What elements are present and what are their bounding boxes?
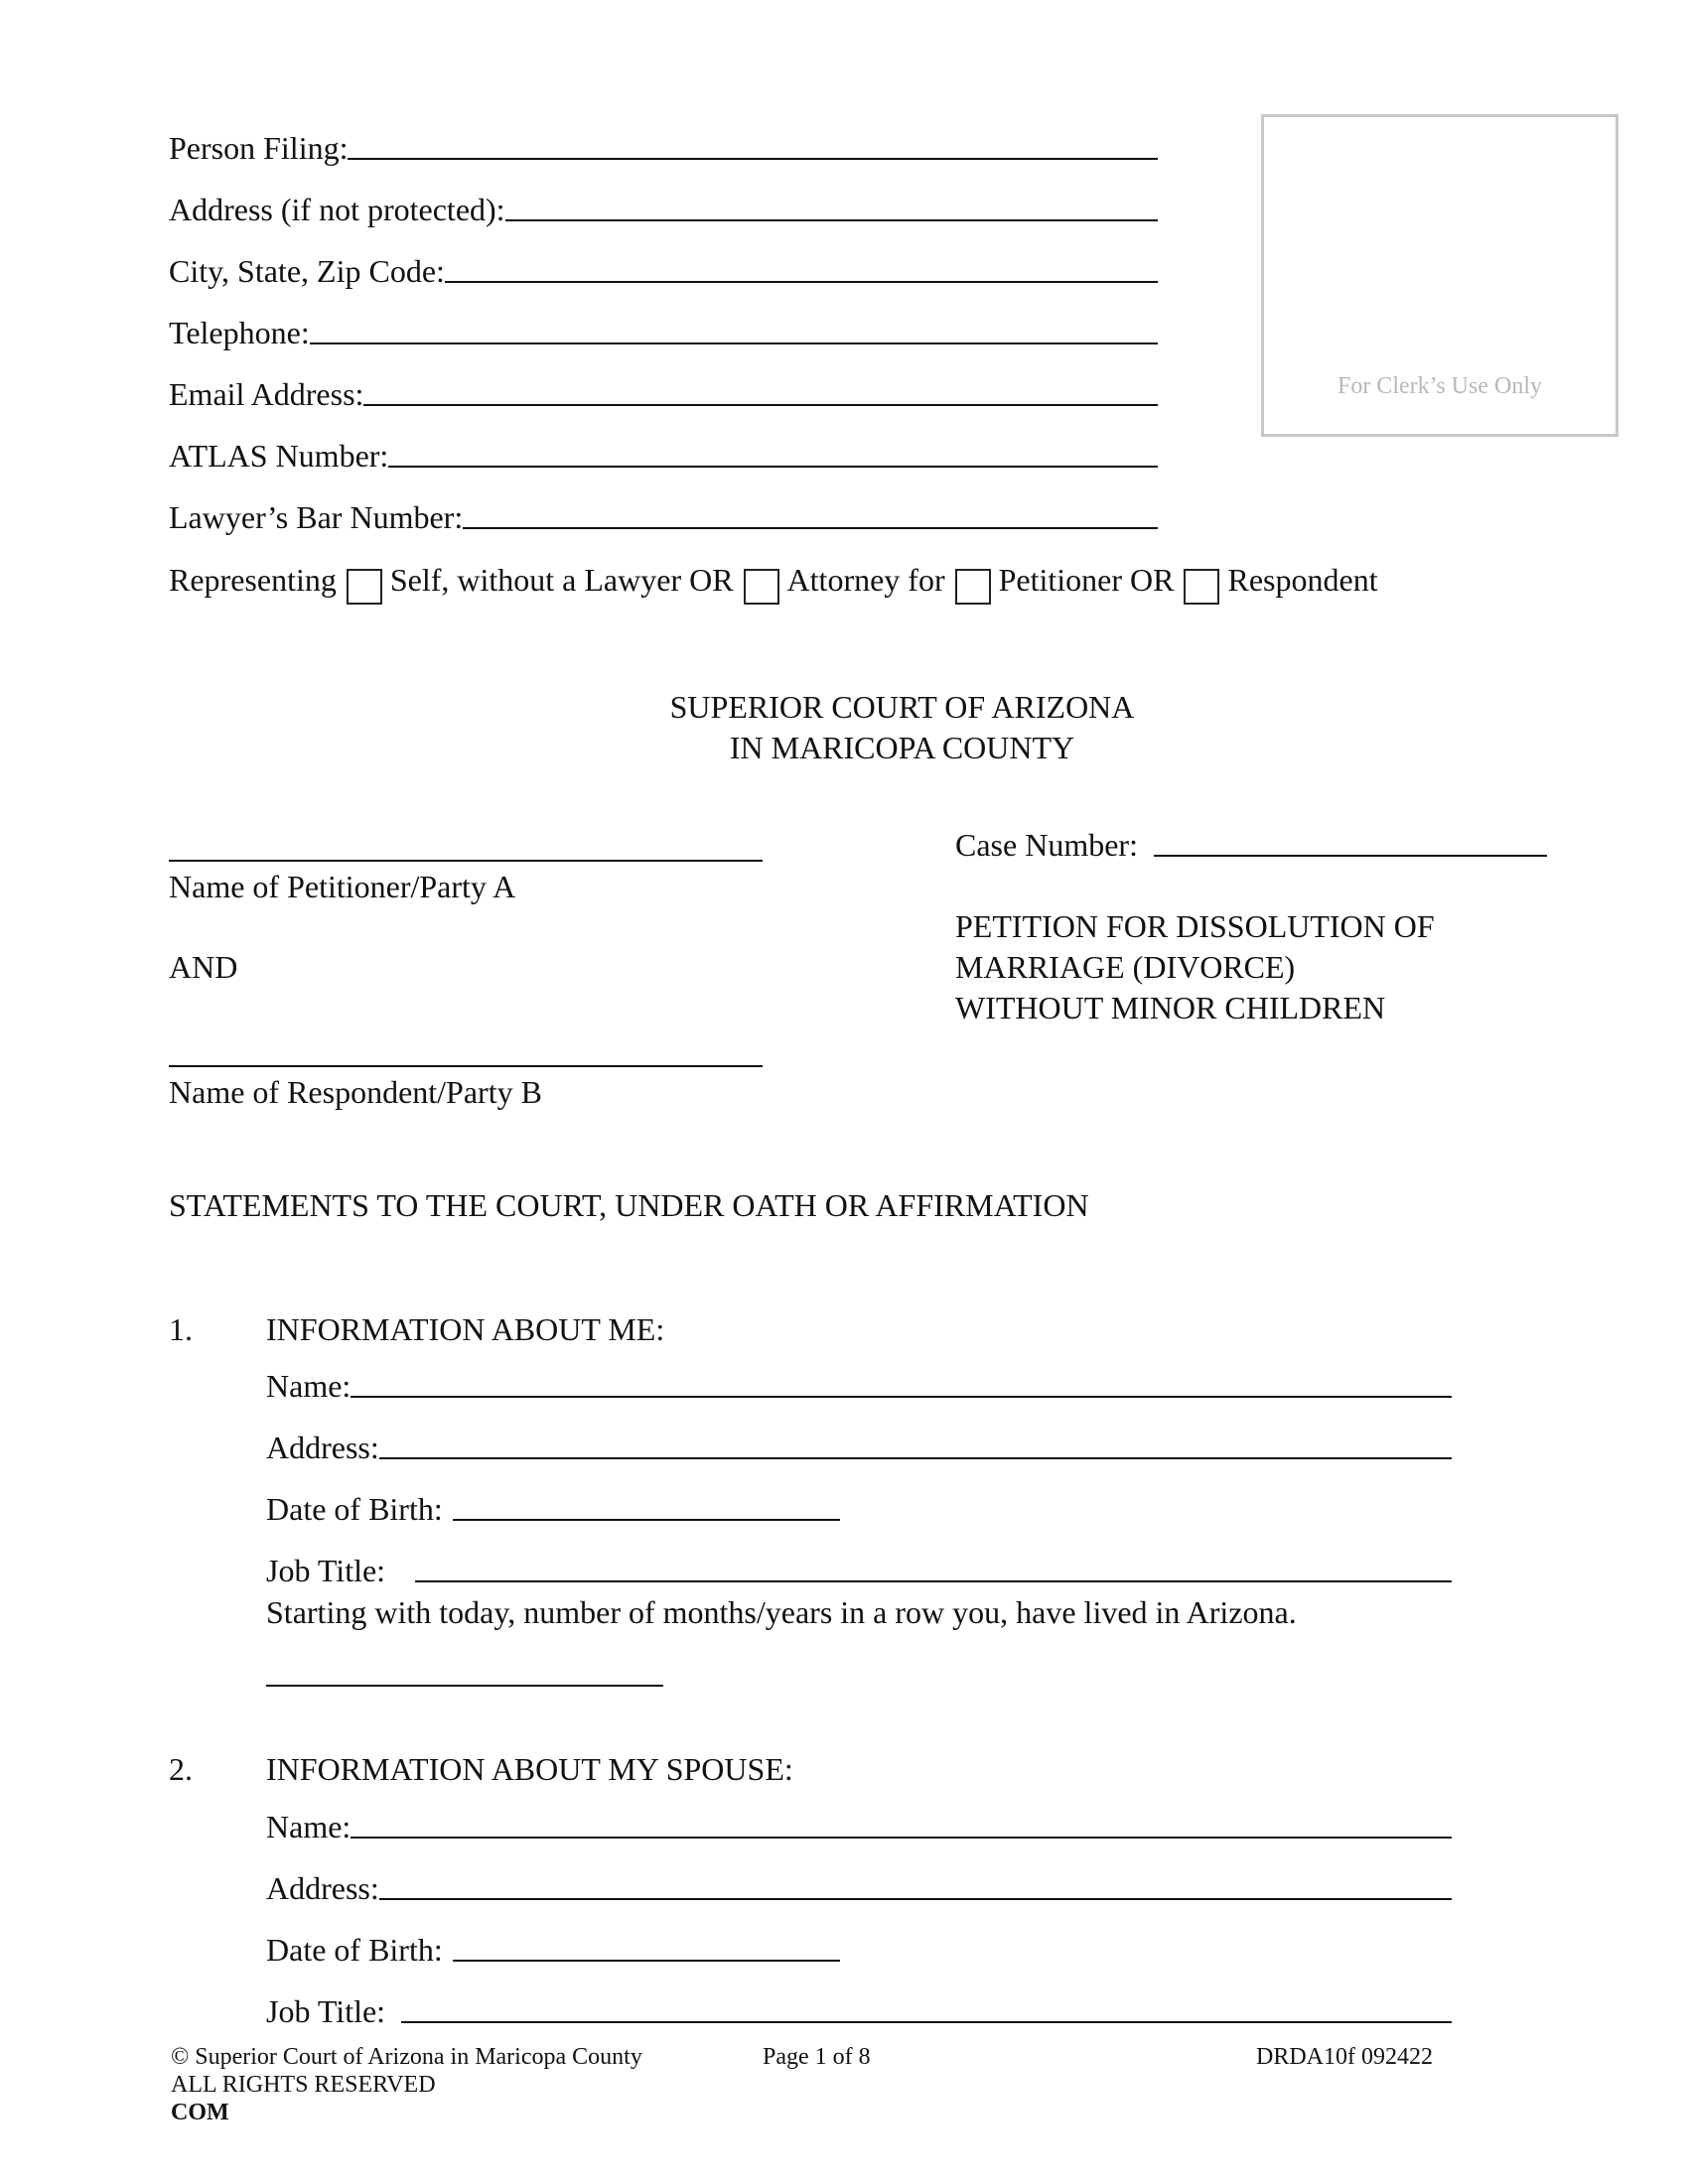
spouse-job-label: Job Title: [266, 1993, 386, 2029]
me-address-row [266, 1429, 1452, 1466]
me-dob-row [266, 1490, 840, 1528]
statements-heading: STATEMENTS TO THE COURT, UNDER OATH OR AFFIRMATION [169, 1187, 1089, 1223]
bar-number-row [169, 498, 1158, 536]
address-row [169, 191, 1158, 228]
bar-number-line[interactable] [463, 527, 1158, 529]
respondent-name-line[interactable] [169, 1065, 763, 1067]
bar-number-label: Lawyer’s Bar Number: [169, 499, 464, 535]
me-job-line[interactable] [415, 1580, 1452, 1582]
representing-label: Representing [169, 562, 337, 598]
clerk-use-text: For Clerk’s Use Only [1337, 373, 1542, 399]
case-number-row [955, 826, 1547, 864]
section1-heading: INFORMATION ABOUT ME: [266, 1311, 665, 1347]
footer-copyright: © Superior Court of Arizona in Maricopa County [171, 2044, 642, 2070]
city-state-zip-line[interactable] [445, 281, 1158, 283]
residency-text: Starting with today, number of months/years in a row you, have lived in Arizona. [266, 1594, 1297, 1630]
petitioner-option-label: Petitioner OR [998, 562, 1175, 598]
spouse-address-line[interactable] [379, 1898, 1452, 1900]
court-name: SUPERIOR COURT OF ARIZONA [669, 689, 1135, 725]
me-name-label: Name: [266, 1368, 352, 1404]
petitioner-name-line[interactable] [169, 860, 763, 862]
petitioner-label: Name of Petitioner/Party A [169, 869, 516, 904]
footer-code: COM [171, 2100, 229, 2125]
footer-form-id: DRDA10f 092422 [1256, 2044, 1433, 2070]
me-dob-line[interactable] [453, 1519, 840, 1521]
clerk-use-box [1261, 114, 1618, 437]
and-label: AND [169, 949, 238, 985]
telephone-label: Telephone: [169, 315, 310, 350]
me-job-row [266, 1552, 1452, 1589]
me-job-label: Job Title: [266, 1553, 386, 1588]
me-address-label: Address: [266, 1430, 379, 1465]
email-line[interactable] [363, 404, 1158, 406]
atlas-label: ATLAS Number: [169, 438, 389, 474]
residency-line[interactable] [266, 1685, 663, 1687]
spouse-name-row [266, 1808, 1452, 1845]
respondent-label: Name of Respondent/Party B [169, 1074, 542, 1110]
atlas-line[interactable] [388, 466, 1158, 468]
footer-page-number: Page 1 of 8 [763, 2044, 871, 2070]
footer-rights: ALL RIGHTS RESERVED [171, 2072, 436, 2098]
me-dob-label: Date of Birth: [266, 1491, 443, 1527]
spouse-job-row [266, 1992, 1452, 2030]
address-line[interactable] [505, 219, 1158, 221]
section1-number: 1. [169, 1311, 193, 1347]
self-option-label: Self, without a Lawyer OR [389, 562, 734, 598]
person-filing-line[interactable] [348, 158, 1158, 160]
spouse-address-label: Address: [266, 1870, 379, 1906]
self-checkbox[interactable] [347, 569, 382, 605]
email-row [169, 375, 1158, 413]
section2-heading: INFORMATION ABOUT MY SPOUSE: [266, 1751, 793, 1787]
case-number-line[interactable] [1154, 855, 1547, 857]
petition-title-line3: WITHOUT MINOR CHILDREN [955, 990, 1386, 1025]
atlas-row [169, 437, 1158, 475]
address-label: Address (if not protected): [169, 192, 505, 227]
telephone-line[interactable] [310, 342, 1158, 344]
petition-title-line2: MARRIAGE (DIVORCE) [955, 949, 1296, 985]
me-name-row [266, 1367, 1452, 1405]
representing-row [169, 561, 1378, 599]
person-filing-label: Person Filing: [169, 130, 349, 166]
telephone-row [169, 314, 1158, 351]
spouse-name-label: Name: [266, 1809, 352, 1844]
me-name-line[interactable] [351, 1396, 1452, 1398]
spouse-dob-label: Date of Birth: [266, 1932, 443, 1968]
attorney-checkbox[interactable] [744, 569, 779, 605]
petitioner-checkbox[interactable] [955, 569, 991, 605]
person-filing-row [169, 129, 1158, 167]
respondent-checkbox[interactable] [1184, 569, 1219, 605]
case-number-label: Case Number: [955, 827, 1138, 863]
city-state-zip-label: City, State, Zip Code: [169, 253, 445, 289]
city-state-zip-row [169, 252, 1158, 290]
me-address-line[interactable] [379, 1457, 1452, 1459]
spouse-dob-row [266, 1931, 840, 1969]
spouse-dob-line[interactable] [453, 1960, 840, 1962]
petition-title-line1: PETITION FOR DISSOLUTION OF [955, 908, 1435, 944]
attorney-option-label: Attorney for [786, 562, 945, 598]
respondent-option-label: Respondent [1227, 562, 1378, 598]
section2-number: 2. [169, 1751, 193, 1787]
court-county: IN MARICOPA COUNTY [729, 730, 1075, 765]
spouse-name-line[interactable] [351, 1837, 1452, 1839]
spouse-job-line[interactable] [401, 2021, 1452, 2023]
spouse-address-row [266, 1869, 1452, 1907]
email-label: Email Address: [169, 376, 364, 412]
